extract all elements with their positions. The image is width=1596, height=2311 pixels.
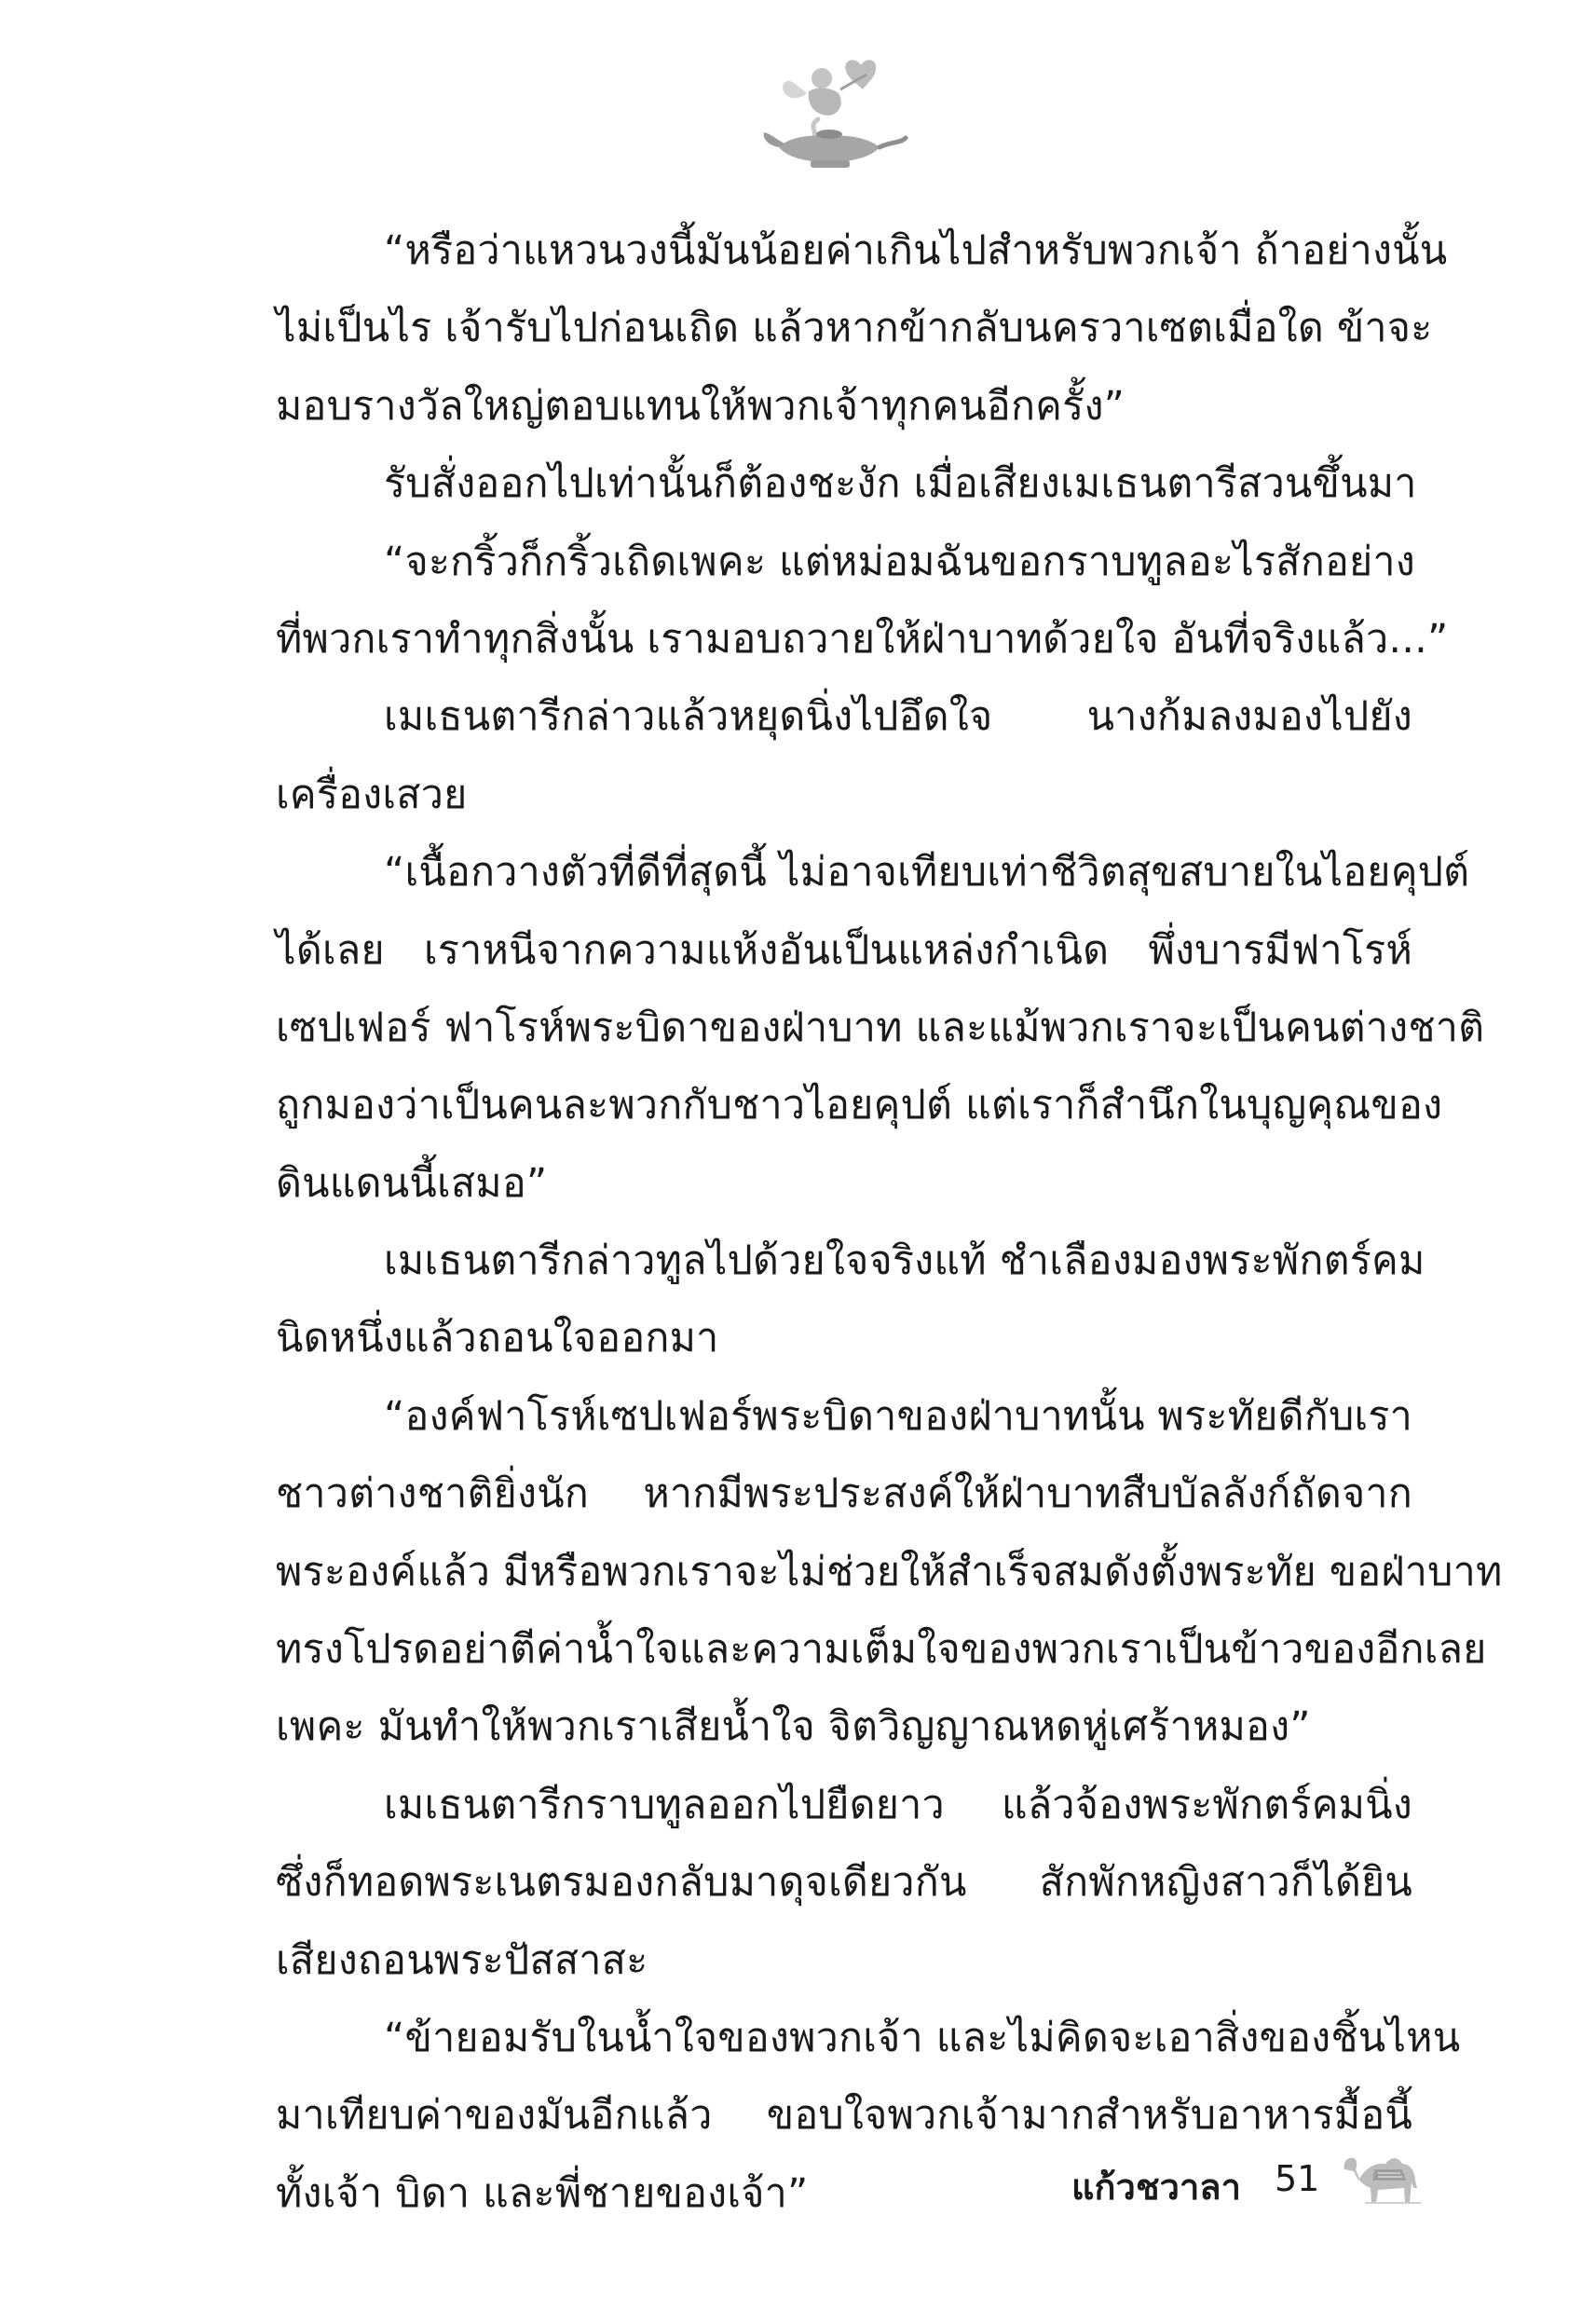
text-line: ทรงโปรดอย่าตีค่าน้ำใจและความเต็มใจของพวกเราเป็นข้าวของอีกเลย — [276, 1626, 1487, 1674]
text-line: รับสั่งออกไปเท่านั้นก็ต้องชะงัก เมื่อเสียงเมเธนตารีสวนขึ้นมา — [384, 460, 1417, 508]
text-line: “องค์ฟาโรห์เซปเฟอร์พระบิดาของฝ่าบาทนั้น พระทัยดีกับเรา — [384, 1392, 1412, 1440]
text-line: เพคะ มันทำให้พวกเราเสียน้ำใจ จิตวิญญาณหดหู่เศร้าหมอง” — [276, 1703, 1311, 1751]
text-line: “ข้ายอมรับในน้ำใจของพวกเจ้า และไม่คิดจะเอาสิ่งของชิ้นไหน — [384, 2014, 1461, 2061]
text-line: ถูกมองว่าเป็นคนละพวกกับชาวไอยคุปต์ แต่เราก็สำนึกในบุญคุณของ — [276, 1082, 1443, 1129]
text-line: “จะกริ้วก็กริ้วเถิดเพคะ แต่หม่อมฉันขอกราบทูลอะไรสักอย่าง — [384, 538, 1415, 585]
book-title: แก้วชวาลา — [1071, 2167, 1241, 2208]
text-line: เสียงถอนพระปัสสาสะ — [276, 1936, 648, 1984]
page-footer — [1071, 2141, 1425, 2216]
text-line: ไม่เป็นไร เจ้ารับไปก่อนเถิด แล้วหากข้ากลับนครวาเซตเมื่อใด ข้าจะ — [276, 305, 1433, 352]
genie-lamp-with-cherub-icon — [751, 54, 909, 175]
text-line: มอบรางวัลใหญ่ตอบแทนให้พวกเจ้าทุกคนอีกครั้ง” — [276, 382, 1125, 430]
camel-icon — [1337, 2141, 1425, 2211]
text-line: ทั้งเจ้า บิดา และพี่ชายของเจ้า” — [276, 2169, 809, 2217]
text-line: “เนื้อกวางตัวที่ดีที่สุดนี้ ไม่อาจเทียบเท่าชีวิตสุขสบายในไอยคุปต์ — [384, 849, 1470, 896]
text-line: มาเทียบค่าของมันอีกแล้ว ขอบใจพวกเจ้ามากสำหรับอาหารมื้อนี้ — [276, 2092, 1412, 2140]
text-line: เซปเฟอร์ ฟาโรห์พระบิดาของฝ่าบาท และแม้พวกเราจะเป็นคนต่างชาติ — [276, 1004, 1485, 1051]
text-line: ชาวต่างชาติยิ่งนัก หากมีพระประสงค์ให้ฝ่าบาทสืบบัลลังก์ถัดจาก — [276, 1470, 1412, 1518]
text-line: ที่พวกเราทำทุกสิ่งนั้น เรามอบถวายให้ฝ่าบาทด้วยใจ อันที่จริงแล้ว...” — [276, 615, 1449, 663]
body-text — [276, 212, 1503, 2233]
text-line: เครื่องเสวย — [276, 771, 468, 818]
text-line: ได้เลย เราหนีจากความแห้งอันเป็นแหล่งกำเนิด พึ่งบารมีฟาโรห์ — [276, 926, 1412, 974]
text-line: เมเธนตารีกล่าวแล้วหยุดนิ่งไปอึดใจ นางก้มลงมองไปยัง — [384, 693, 1412, 741]
text-line: ซึ่งก็ทอดพระเนตรมองกลับมาดุจเดียวกัน สักพักหญิงสาวก็ได้ยิน — [276, 1859, 1412, 1907]
page-number: 51 — [1275, 2158, 1320, 2199]
text-line: นิดหนึ่งแล้วถอนใจออกมา — [276, 1315, 719, 1362]
text-line: พระองค์แล้ว มีหรือพวกเราจะไม่ช่วยให้สำเร็จสมดังตั้งพระทัย ขอฝ่าบาท — [276, 1548, 1503, 1595]
text-line: เมเธนตารีกราบทูลออกไปยืดยาว แล้วจ้องพระพักตร์คมนิ่ง — [384, 1781, 1412, 1828]
text-line: “หรือว่าแหวนวงนี้มันน้อยค่าเกินไปสำหรับพวกเจ้า ถ้าอย่างนั้น — [384, 227, 1448, 274]
text-line: ดินแดนนี้เสมอ” — [276, 1159, 548, 1207]
text-line: เมเธนตารีกล่าวทูลไปด้วยใจจริงแท้ ชำเลืองมองพระพักตร์คม — [384, 1238, 1425, 1285]
